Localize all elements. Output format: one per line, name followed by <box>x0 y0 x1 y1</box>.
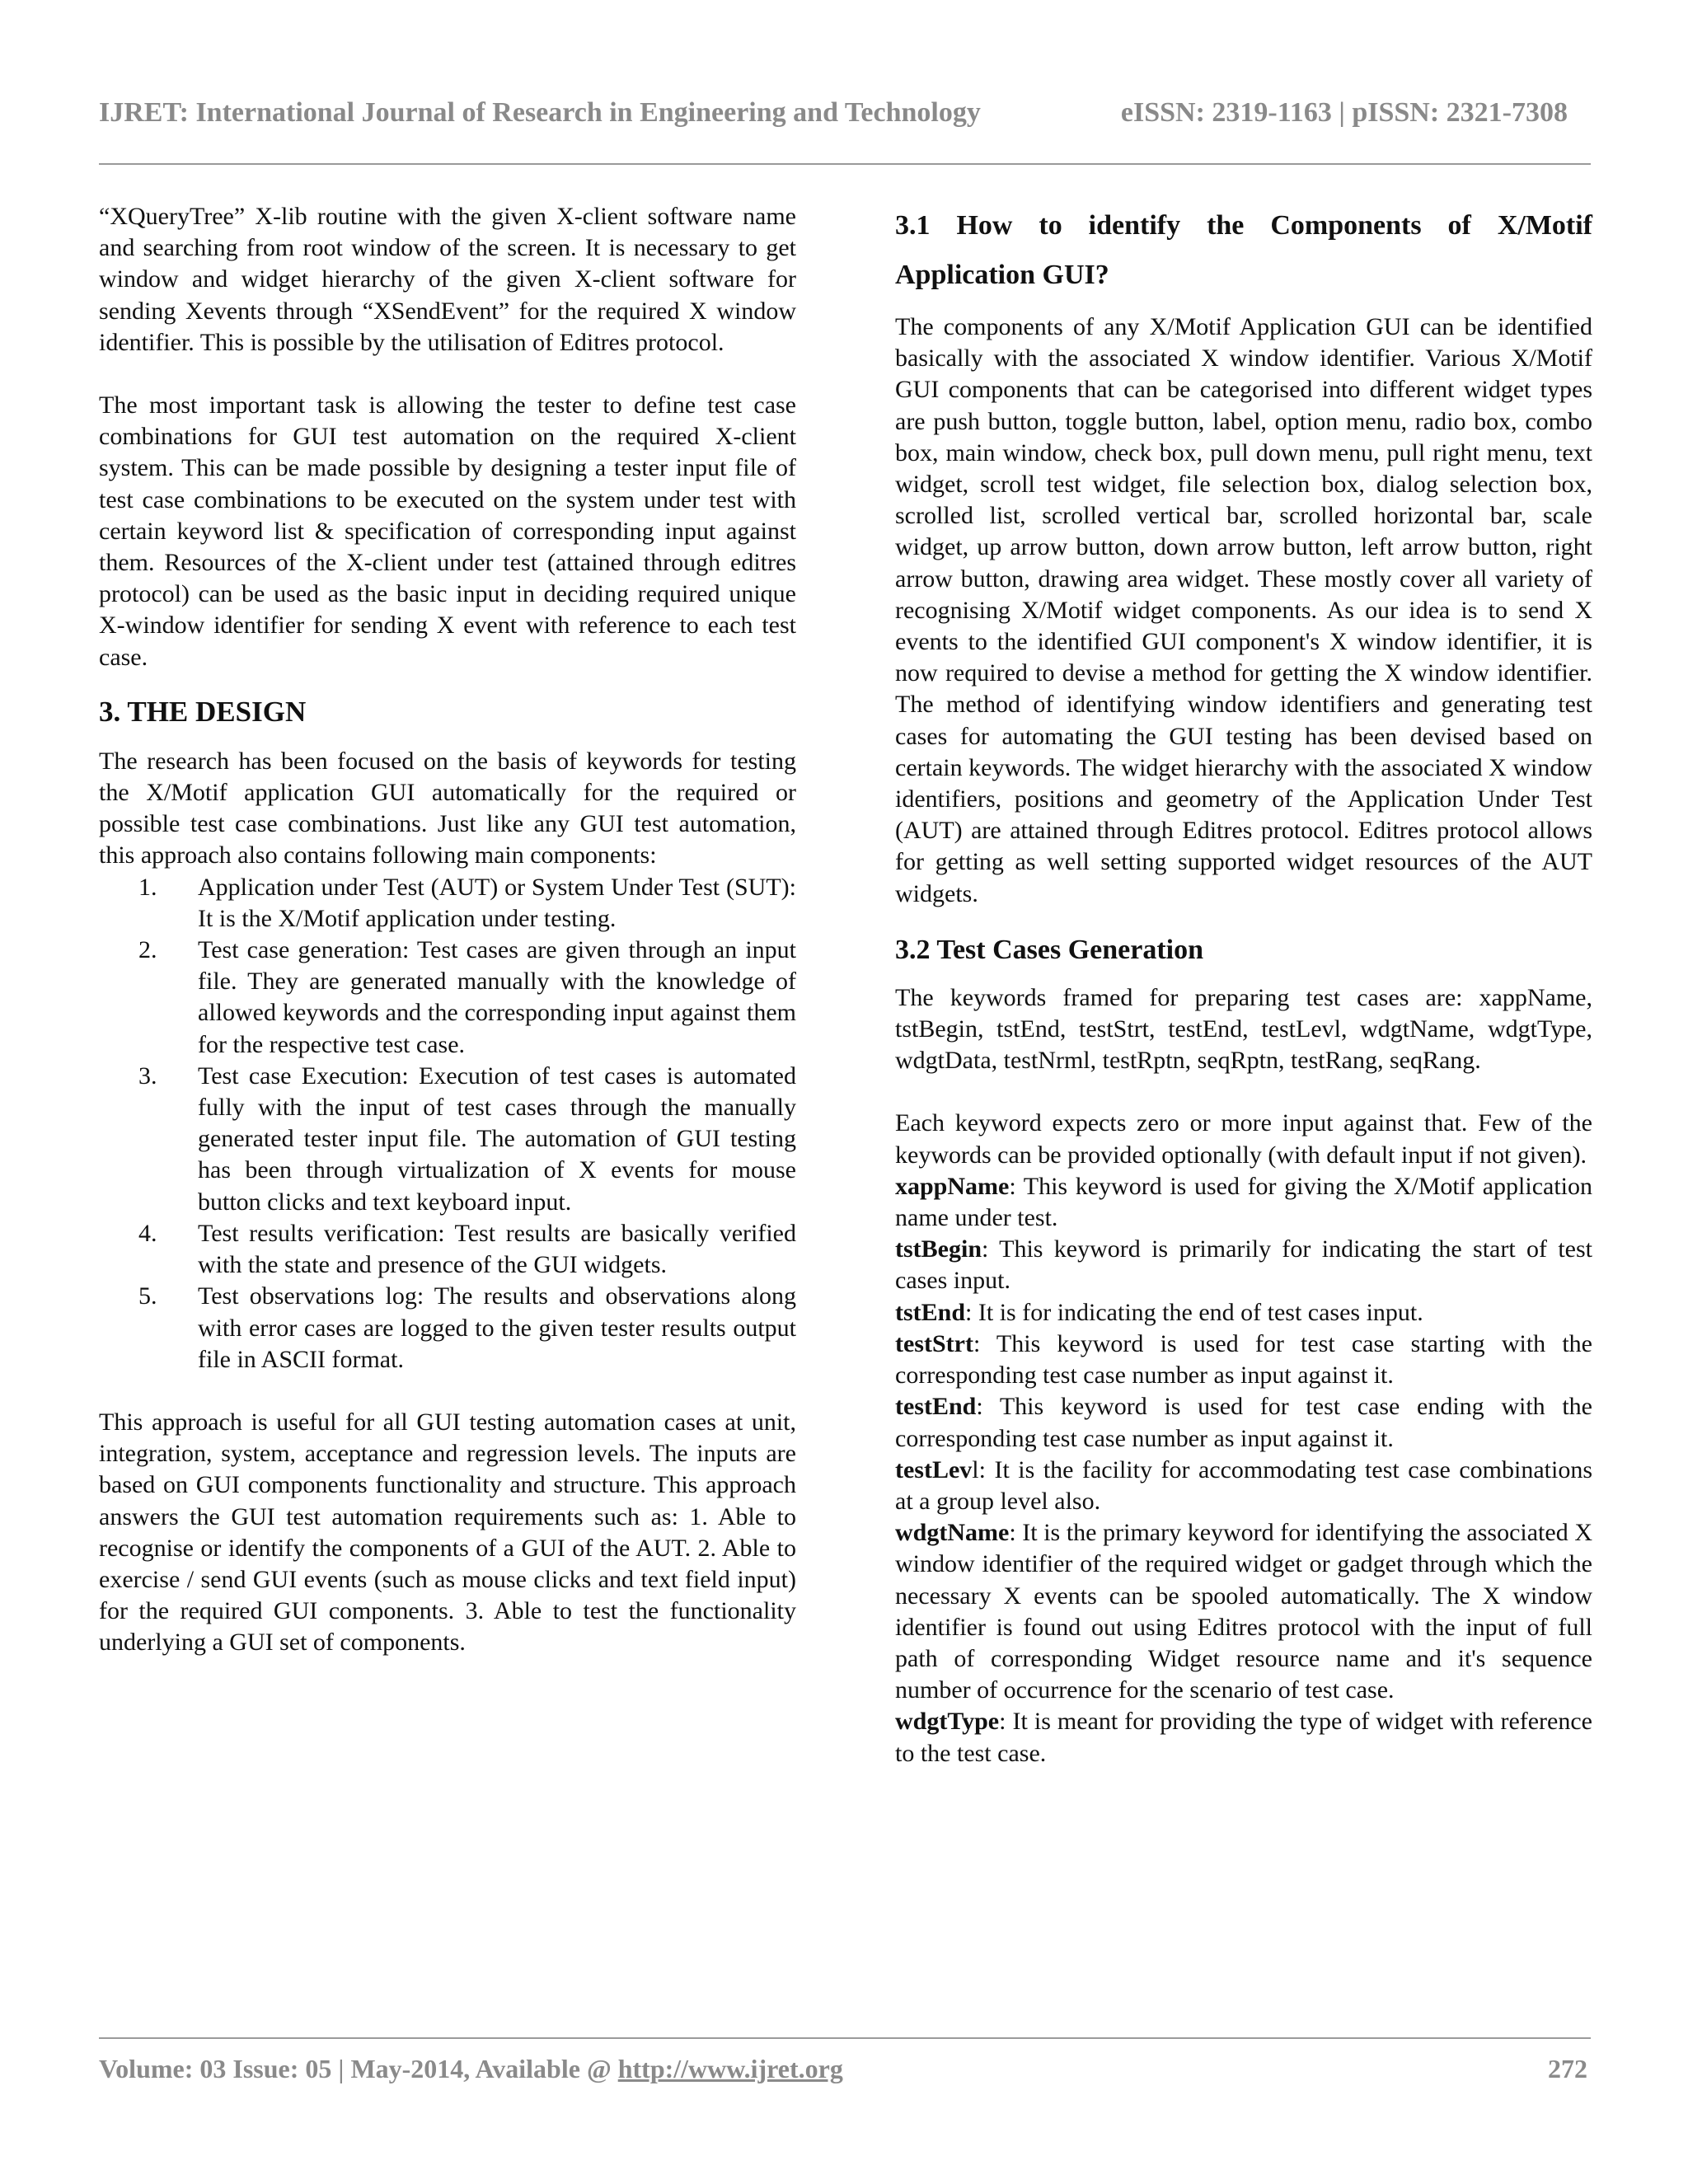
list-item-text: Test case generation: Test cases are given through an input file. They are generated manually with the knowledge of allowed keywords and the corresponding input against them for the respective test case. <box>198 936 796 1058</box>
keyword-entry <box>895 1329 1592 1391</box>
keyword-desc: : This keyword is used for test case ending with the corresponding test case number as input against it. <box>895 1393 1592 1452</box>
list-item-text: Application under Test (AUT) or System Under Test (SUT): It is the X/Motif application under testing. <box>198 873 796 932</box>
list-item <box>99 1218 796 1281</box>
keyword-entry <box>895 1455 1592 1517</box>
keyword-desc: : It is for indicating the end of test cases input. <box>965 1298 1423 1326</box>
list-number: 5. <box>138 1282 157 1310</box>
subsection-heading-identify: 3.1 How to identify the Components of X/Motif Application GUI? <box>895 210 1592 290</box>
keyword-name: xappName <box>895 1172 1010 1200</box>
keyword-name: testLev <box>895 1455 973 1483</box>
header-divider <box>99 163 1591 165</box>
keyword-entry <box>895 1234 1592 1296</box>
keyword-entry <box>895 1297 1592 1329</box>
keyword-desc: : This keyword is primarily for indicating the start of test cases input. <box>895 1235 1592 1295</box>
issn-info: eISSN: 2319-1163 | pISSN: 2321-7308 <box>1120 97 1568 128</box>
keyword-entry <box>895 1391 1592 1454</box>
list-item <box>99 1281 796 1376</box>
keyword-name: wdgtName <box>895 1519 1010 1547</box>
keyword-name: tstEnd <box>895 1298 966 1326</box>
journal-title: IJRET: International Journal of Research in Engineering and Technology <box>99 97 981 128</box>
list-item-text: Test results verification: Test results are basically verified with the state and presence of the GUI widgets. <box>198 1219 796 1279</box>
list-item <box>99 935 796 1061</box>
paragraph-xquerytree: “XQueryTree” X-lib routine with the given X-client software name and searching from root window of the screen. It is necessary to get window and widget hierarchy of the given X-client software for sending Xevents through “XSendEvent” for the required X window identifier. This is possible by the utilisation of Editres protocol. <box>99 203 796 356</box>
volume-info <box>99 2054 843 2084</box>
keyword-desc: : This keyword is used for test case starting with the corresponding test case number as input against it. <box>895 1329 1592 1390</box>
list-item-text: Test case Execution: Execution of test cases is automated fully with the input of test cases through the manually generated tester input file. The automation of GUI testing has been through virtualization of X events for mouse button clicks and text keyboard input. <box>198 1062 796 1216</box>
paragraph-identify-components: The components of any X/Motif Application GUI can be identified basically with the associated X window identifier. Various X/Motif GUI components that can be categorised into different widget types are push button, toggle button, label, option menu, radio box, combo box, main window, check box, pull down menu, pull right menu, text widget, scroll test widget, file selection box, dialog selection box, scrolled list, scrolled vertical bar, scrolled horizontal bar, scale widget, up arrow button, down arrow button, left arrow button, right arrow button, drawing area widget. These mostly cover all variety of recognising X/Motif widget components. As our idea is to send X events to the identified GUI component's X window identifier, it is now required to devise a method for getting the X window identifier. The method of identifying window identifiers and generating test cases for automating the GUI testing has been devised based on certain keywords. The widget hierarchy with the associated X window identifiers, positions and geometry of the Application Under Test (AUT) are attained through Editres protocol. Editres protocol allows for getting as well setting supported widget resources of the AUT widgets. <box>895 313 1592 907</box>
keyword-desc: : It is the primary keyword for identifying the associated X window identifier of the required widget or gadget through which the necessary X events can be spooled automatically. The X window identifier is found out using Editres protocol with the input of full path of corresponding Widget resource name and it's sequence number of occurrence for the scenario of test case. <box>895 1519 1592 1704</box>
paragraph-keywords-framed: The keywords framed for preparing test cases are: xappName, tstBegin, tstEnd, testStrt, testEnd, testLevl, wdgtName, wdgtType, wdgtData, testNrml, testRptn, seqRptn, testRang, seqRang. <box>895 983 1592 1075</box>
keyword-name: tstBegin <box>895 1235 982 1263</box>
paragraph-approach-useful: This approach is useful for all GUI testing automation cases at unit, integration, system, acceptance and regression levels. The inputs are based on GUI components functionality and structure. This approach answers the GUI test automation requirements such as: 1. Able to recognise or identify the components of a GUI of the AUT. 2. Able to exercise / send GUI events (such as mouse clicks and text field input) for the required GUI components. 3. Able to test the functionality underlying a GUI set of components. <box>99 1408 796 1657</box>
keyword-entry <box>895 1517 1592 1706</box>
page-header <box>99 97 1591 138</box>
list-item-text: Test observations log: The results and observations along with error cases are logged to the given tester results output file in ASCII format. <box>198 1282 796 1373</box>
list-item <box>99 872 796 935</box>
paragraph-important-task: The most important task is allowing the tester to define test case combinations for GUI test automation on the required X-client system. This can be made possible by designing a tester input file of test case combinations to be executed on the system under test with certain keyword list & specification of corresponding input against them. Resources of the X-client under test (attained through editres protocol) can be used as the basic input in deciding required unique X-window identifier for sending X event with reference to each test case. <box>99 391 796 671</box>
list-number: 2. <box>138 936 157 964</box>
keyword-entry <box>895 1706 1592 1769</box>
list-item <box>99 1061 796 1218</box>
paragraph-design-intro: The research has been focused on the basis of keywords for testing the X/Motif application GUI automatically for the required or possible test case combinations. Just like any GUI test automation, this approach also contains following main components: <box>99 747 796 869</box>
paragraph-keyword-expects: Each keyword expects zero or more input against that. Few of the keywords can be provided optionally (with default input if not given). <box>895 1109 1592 1169</box>
volume-text: Volume: 03 Issue: 05 | May-2014, Available @ <box>99 2054 618 2083</box>
page-number: 272 <box>1548 2054 1587 2083</box>
keyword-name: testStrt <box>895 1329 973 1357</box>
keyword-entry <box>895 1171 1592 1234</box>
footer-divider <box>99 2037 1591 2039</box>
journal-link[interactable]: http://www.ijret.org <box>617 2054 843 2083</box>
right-column <box>895 201 1592 1769</box>
list-number: 1. <box>138 873 157 901</box>
keyword-desc: : It is meant for providing the type of widget with reference to the test case. <box>895 1708 1592 1767</box>
list-number: 3. <box>138 1062 157 1090</box>
left-column <box>99 201 796 1659</box>
keyword-name: testEnd <box>895 1393 977 1421</box>
components-list <box>99 872 796 1376</box>
page-footer <box>99 2054 1591 2095</box>
section-heading-design: 3. THE DESIGN <box>99 695 307 728</box>
keyword-desc: l: It is the facility for accommodating test case combinations at a group level also. <box>895 1455 1592 1515</box>
subsection-heading-generation: 3.2 Test Cases Generation <box>895 934 1203 965</box>
list-number: 4. <box>138 1219 157 1247</box>
keyword-desc: : This keyword is used for giving the X/Motif application name under test. <box>895 1172 1592 1232</box>
keyword-name: wdgtType <box>895 1708 1000 1736</box>
